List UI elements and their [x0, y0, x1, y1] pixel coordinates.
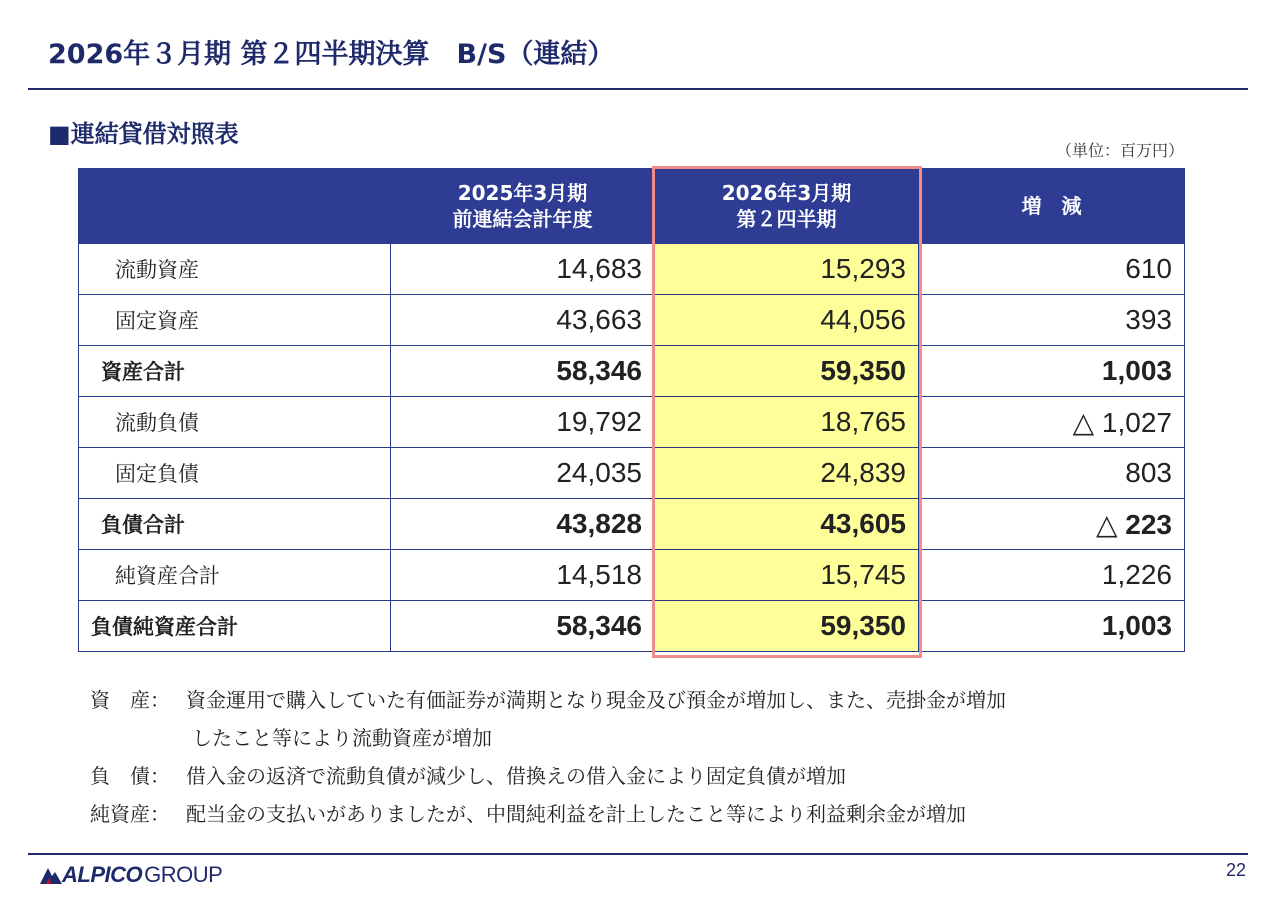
prev-value: 58,346	[391, 601, 655, 652]
company-logo	[40, 862, 222, 888]
diff-value: 610	[919, 244, 1185, 295]
logo-group: GROUP	[144, 862, 223, 887]
note-liabilities-text: 借入金の返済で流動負債が減少し、借換えの借入金により固定負債が増加	[186, 764, 846, 788]
prev-value: 19,792	[391, 397, 655, 448]
diff-value: 393	[919, 295, 1185, 346]
diff-value: 1,226	[919, 550, 1185, 601]
table-row-grand-total	[79, 601, 1185, 652]
header-diff: 増 減	[919, 169, 1185, 244]
diff-value: △ 223	[919, 499, 1185, 550]
footer-divider	[28, 853, 1248, 855]
balance-sheet-table	[78, 168, 1185, 652]
row-label: 流動負債	[79, 397, 391, 448]
logo-brand: ALPICO	[62, 862, 143, 887]
table-row-total	[79, 346, 1185, 397]
header-prev-period	[391, 169, 655, 244]
prev-value: 43,828	[391, 499, 655, 550]
table-row	[79, 448, 1185, 499]
row-label: 資産合計	[79, 346, 391, 397]
curr-value: 15,745	[655, 550, 919, 601]
curr-value: 43,605	[655, 499, 919, 550]
header-curr-line1: 2026年3月期	[721, 181, 852, 205]
table-row-total	[79, 499, 1185, 550]
table-row	[79, 397, 1185, 448]
note-net-assets-text: 配当金の支払いがありましたが、中間純利益を計上したこと等により利益剰余金が増加	[186, 802, 966, 826]
row-label: 負債純資産合計	[79, 601, 391, 652]
curr-value: 59,350	[655, 601, 919, 652]
prev-value: 58,346	[391, 346, 655, 397]
note-assets-continued: したこと等により流動資産が増加	[192, 726, 492, 750]
note-assets-line1: 資金運用で購入していた有価証券が満期となり現金及び預金が増加し、また、売掛金が増加	[186, 688, 1006, 712]
prev-value: 43,663	[391, 295, 655, 346]
diff-value: 803	[919, 448, 1185, 499]
page-number: 22	[1225, 860, 1246, 880]
header-curr-period	[655, 169, 919, 244]
page-title: 2026年３月期 第２四半期決算 B/S（連結）	[48, 39, 615, 70]
row-label: 負債合計	[79, 499, 391, 550]
curr-value: 24,839	[655, 448, 919, 499]
curr-value: 18,765	[655, 397, 919, 448]
table-header-row	[79, 169, 1185, 244]
header-prev-line2: 前連結会計年度	[452, 207, 593, 231]
diff-value: 1,003	[919, 601, 1185, 652]
curr-value: 59,350	[655, 346, 919, 397]
title-divider	[28, 88, 1248, 90]
row-label: 純資産合計	[79, 550, 391, 601]
curr-value: 44,056	[655, 295, 919, 346]
prev-value: 14,518	[391, 550, 655, 601]
unit-label: （単位：百万円）	[1055, 141, 1184, 160]
table-row	[79, 295, 1185, 346]
diff-value: △ 1,027	[919, 397, 1185, 448]
note-liabilities	[90, 760, 846, 789]
note-liabilities-key: 負 債：	[90, 764, 170, 788]
diff-value: 1,003	[919, 346, 1185, 397]
prev-value: 14,683	[391, 244, 655, 295]
row-label: 流動資産	[79, 244, 391, 295]
section-title: ■連結貸借対照表	[48, 120, 239, 148]
mountain-logo-icon	[40, 864, 62, 886]
table-row	[79, 244, 1185, 295]
note-net-assets-key: 純資産：	[90, 802, 170, 826]
prev-value: 24,035	[391, 448, 655, 499]
note-assets	[90, 684, 1006, 713]
header-curr-line2: 第２四半期	[736, 207, 837, 231]
table-row	[79, 550, 1185, 601]
note-net-assets	[90, 798, 966, 827]
header-prev-line1: 2025年3月期	[457, 181, 588, 205]
note-assets-key: 資 産：	[90, 688, 170, 712]
curr-value: 15,293	[655, 244, 919, 295]
header-label	[79, 169, 391, 244]
row-label: 固定負債	[79, 448, 391, 499]
row-label: 固定資産	[79, 295, 391, 346]
